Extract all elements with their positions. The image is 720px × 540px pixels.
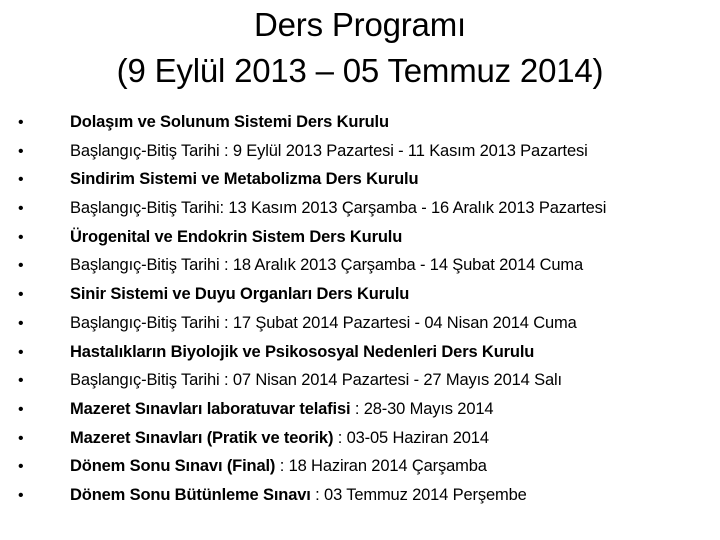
list-item [18,395,708,424]
slide-title [0,2,720,94]
list-item-text [70,223,402,252]
bullet-icon: • [18,142,24,160]
list-item [18,251,708,280]
list-item-text [70,481,527,510]
list-item-text [70,280,409,309]
list-item-text [70,338,534,367]
bullet-icon: • [18,486,24,504]
title-line-1: Ders Programı [254,6,466,43]
list-item-detail: Başlangıç-Bitiş Tarihi : 07 Nisan 2014 Pazartesi - 27 Mayıs 2014 Salı [70,371,562,390]
list-item-text [70,165,418,194]
bullet-icon: • [18,228,24,246]
list-item [18,481,708,510]
bullet-icon: • [18,429,24,447]
bullet-icon: • [18,171,24,189]
bullet-icon: • [18,200,24,218]
list-item-detail: : 03-05 Haziran 2014 [333,428,489,447]
list-item-bold: Dolaşım ve Solunum Sistemi Ders Kurulu [70,113,389,131]
list-item-detail: Başlangıç-Bitiş Tarihi : 18 Aralık 2013 Çarşamba - 14 Şubat 2014 Cuma [70,256,584,275]
list-item-bold: Mazeret Sınavları laboratuvar telafisi [70,399,351,418]
list-item-detail: Başlangıç-Bitiş Tarihi : 17 Şubat 2014 Pazartesi - 04 Nisan 2014 Cuma [70,313,577,332]
bullet-icon: • [18,114,24,131]
bullet-icon: • [18,257,24,275]
list-item-text [70,194,606,223]
list-item [18,452,708,481]
list-item-bold: Ürogenital ve Endokrin Sistem Ders Kurulu [70,227,403,246]
list-item-bold: Mazeret Sınavları (Pratik ve teorik) [70,428,334,447]
list-item-text [70,366,562,395]
bullet-icon: • [18,372,24,390]
bullet-icon: • [18,400,24,418]
list-item-text [70,309,577,338]
bullet-icon: • [18,314,24,332]
list-item-text [70,137,588,166]
bullet-icon: • [18,286,24,304]
list-item-text [70,395,493,424]
list-item-detail: Başlangıç-Bitiş Tarihi: 13 Kasım 2013 Çarşamba - 16 Aralık 2013 Pazartesi [70,199,607,218]
list-item-text [70,452,487,481]
list-item-detail: Başlangıç-Bitiş Tarihi : 9 Eylül 2013 Pazartesi - 11 Kasım 2013 Pazartesi [70,141,588,160]
list-item [18,309,708,338]
list-item-bold: Hastalıkların Biyolojik ve Psikososyal Nedenleri Ders Kurulu [70,342,535,361]
list-item [18,223,708,252]
bullet-icon: • [18,343,24,361]
schedule-list [18,108,708,510]
list-item-text [70,251,583,280]
bullet-icon: • [18,458,24,476]
list-item-text [70,424,489,453]
list-item-bold: Sindirim Sistemi ve Metabolizma Ders Kurulu [70,170,419,189]
list-item-text [70,108,389,137]
list-item-bold: Dönem Sonu Sınavı (Final) [70,457,276,476]
list-item-detail: : 03 Temmuz 2014 Perşembe [310,485,527,504]
list-item [18,366,708,395]
list-item [18,137,708,166]
list-item [18,194,708,223]
list-item [18,165,708,194]
list-item-bold: Dönem Sonu Bütünleme Sınavı [70,485,311,504]
list-item [18,108,708,137]
title-line-2: (9 Eylül 2013 – 05 Temmuz 2014) [116,52,604,89]
list-item [18,280,708,309]
list-item [18,338,708,367]
list-item-detail: : 18 Haziran 2014 Çarşamba [275,457,487,476]
list-item-bold: Sinir Sistemi ve Duyu Organları Ders Kurulu [70,285,410,304]
list-item-detail: : 28-30 Mayıs 2014 [350,399,494,418]
list-item [18,424,708,453]
